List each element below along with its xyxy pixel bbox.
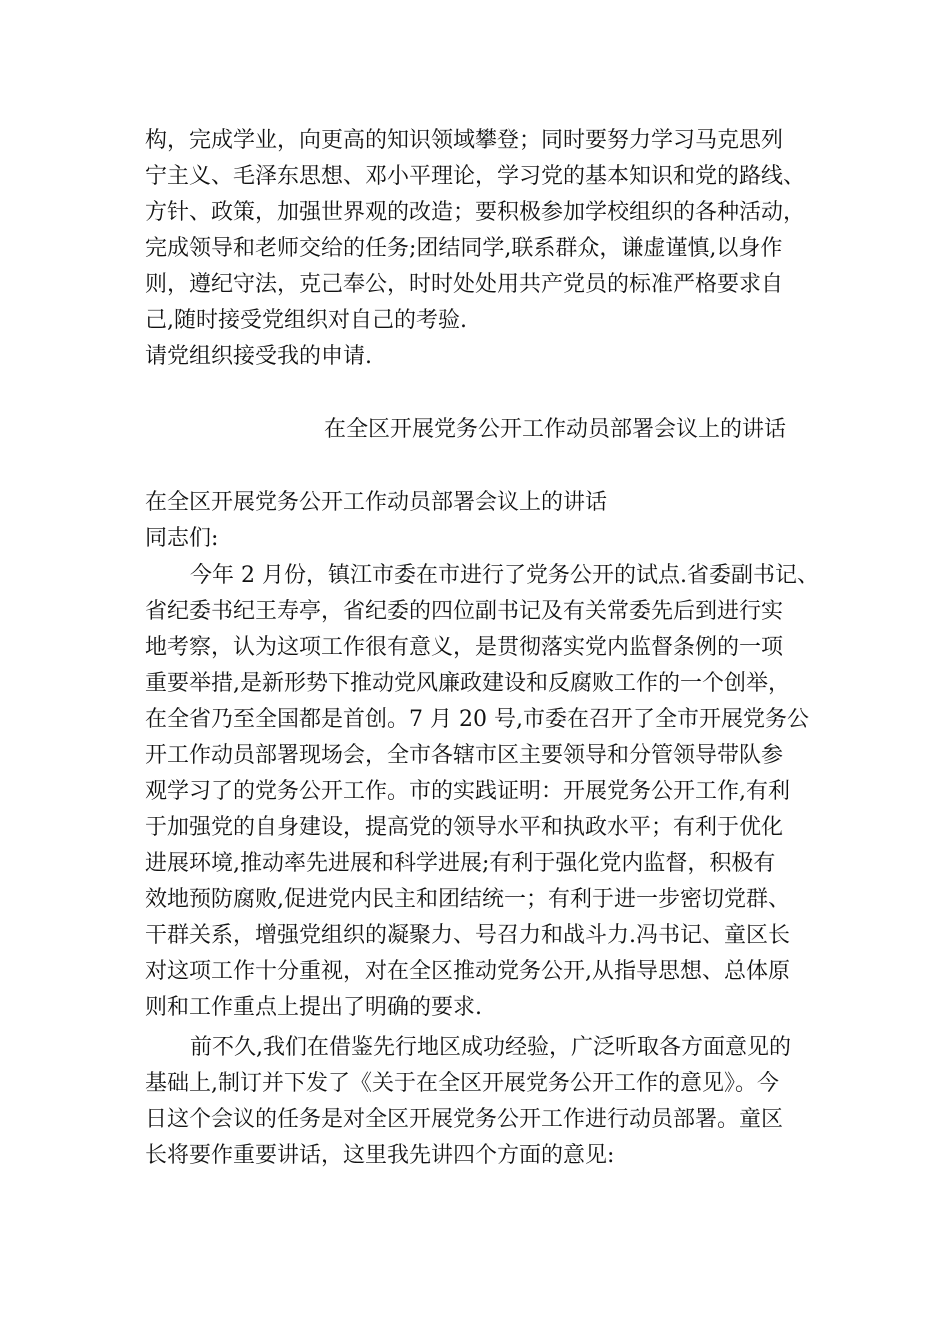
paragraph-line: 长将要作重要讲话，这里我先讲四个方面的意见: (145, 1143, 615, 1168)
paragraph-line: 于加强党的自身建设，提高党的领导水平和执政水平；有利于优化 (145, 815, 784, 840)
closing-line: 请党组织接受我的申请. (145, 344, 372, 369)
body-line: 方针、政策，加强世界观的改造；要积极参加学校组织的各种活动， (145, 200, 806, 225)
paragraph-line: 干群关系，增强党组织的凝聚力、号召力和战斗力.冯书记、童区长 (145, 923, 790, 948)
paragraph-line: 则和工作重点上提出了明确的要求. (145, 995, 482, 1020)
paragraph-line: 对这项工作十分重视，对在全区推动党务公开,从指导思想、总体原 (145, 959, 790, 984)
paragraph-line: 重要举措,是新形势下推动党风廉政建设和反腐败工作的一个创举， (145, 671, 790, 696)
paragraph-line: 地考察，认为这项工作很有意义，是贯彻落实党内监督条例的一项 (145, 635, 784, 660)
body-line: 构，完成学业，向更高的知识领域攀登；同时要努力学习马克思列 (145, 128, 784, 153)
salutation: 同志们: (145, 526, 219, 551)
speech-heading: 在全区开展党务公开工作动员部署会议上的讲话 (145, 490, 608, 515)
centered-title: 在全区开展党务公开工作动员部署会议上的讲话 (324, 417, 787, 442)
body-line: 己,随时接受党组织对自己的考验. (145, 308, 467, 333)
body-line: 完成领导和老师交给的任务;团结同学,联系群众，谦虚谨慎,以身作 (145, 236, 783, 261)
body-line: 宁主义、毛泽东思想、邓小平理论，学习党的基本知识和党的路线、 (145, 164, 806, 189)
paragraph-line: 在全省乃至全国都是首创。7 月 20 号,市委在召开了全市开展党务公 (145, 707, 809, 732)
paragraph-line: 效地预防腐败,促进党内民主和团结统一；有利于进一步密切党群、 (145, 887, 790, 912)
paragraph-line: 观学习了的党务公开工作。市的实践证明：开展党务公开工作,有利 (145, 779, 790, 804)
paragraph-line: 前不久,我们在借鉴先行地区成功经验，广泛听取各方面意见的 (190, 1035, 791, 1060)
paragraph-line: 进展环境,推动率先进展和科学进展;有利于强化党内监督，积极有 (145, 851, 776, 876)
paragraph-line: 基础上,制订并下发了《关于在全区开展党务公开工作的意见》。今 (145, 1071, 779, 1096)
body-line: 则，遵纪守法，克己奉公，时时处处用共产党员的标准严格要求自 (145, 272, 784, 297)
paragraph-line: 今年 2 月份，镇江市委在市进行了党务公开的试点.省委副书记、 (190, 563, 819, 588)
paragraph-line: 开工作动员部署现场会，全市各辖市区主要领导和分管领导带队参 (145, 743, 784, 768)
paragraph-line: 日这个会议的任务是对全区开展党务公开工作进行动员部署。童区 (145, 1107, 784, 1132)
paragraph-line: 省纪委书纪王寿亭，省纪委的四位副书记及有关常委先后到进行实 (145, 599, 784, 624)
